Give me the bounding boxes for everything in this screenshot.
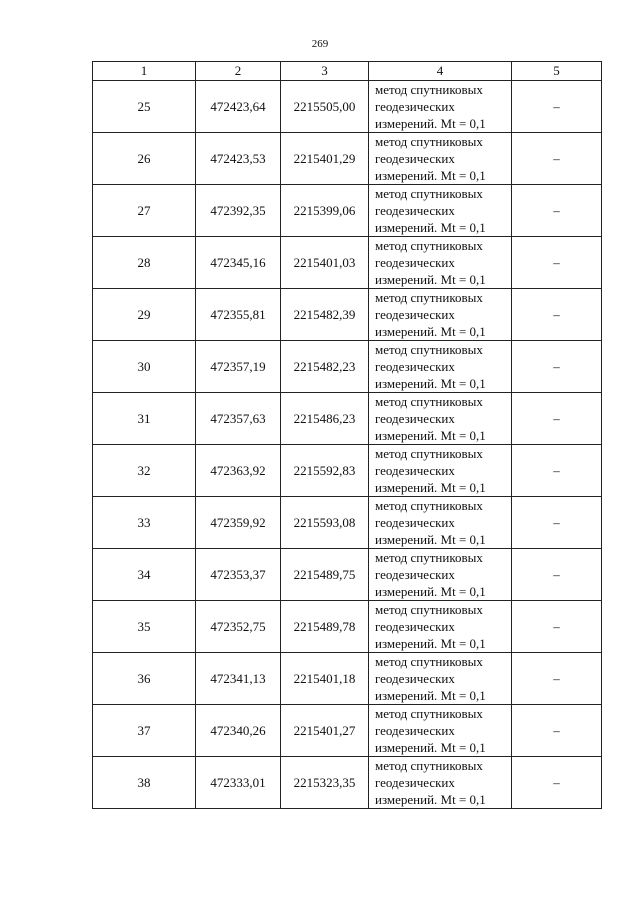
page-number: 269 (311, 38, 329, 50)
column-5-cell: – (512, 133, 602, 185)
x-coordinate-cell: 472357,19 (196, 341, 281, 393)
x-coordinate-cell: 472341,13 (196, 653, 281, 705)
method-line: метод спутниковых (375, 550, 483, 565)
method-line: измерений. Mt = 0,1 (375, 584, 486, 599)
method-cell (369, 705, 512, 757)
y-coordinate-cell: 2215486,23 (281, 393, 369, 445)
method-cell (369, 185, 512, 237)
method-line: измерений. Mt = 0,1 (375, 792, 486, 807)
table-row (93, 653, 602, 705)
method-line: измерений. Mt = 0,1 (375, 688, 486, 703)
y-coordinate-cell: 2215401,29 (281, 133, 369, 185)
method-cell (369, 653, 512, 705)
coordinates-table (92, 61, 602, 809)
column-5-cell: – (512, 757, 602, 809)
point-number-cell: 31 (93, 393, 196, 445)
y-coordinate-cell: 2215482,23 (281, 341, 369, 393)
x-coordinate-cell: 472423,64 (196, 81, 281, 133)
method-line: геодезических (375, 515, 455, 530)
method-line: геодезических (375, 567, 455, 582)
x-coordinate-cell: 472423,53 (196, 133, 281, 185)
y-coordinate-cell: 2215482,39 (281, 289, 369, 341)
column-5-cell: – (512, 549, 602, 601)
method-line: измерений. Mt = 0,1 (375, 636, 486, 651)
method-cell (369, 133, 512, 185)
method-line: геодезических (375, 359, 455, 374)
method-cell (369, 393, 512, 445)
table-row (93, 445, 602, 497)
method-line: геодезических (375, 619, 455, 634)
table-row (93, 705, 602, 757)
method-line: метод спутниковых (375, 446, 483, 461)
method-line: измерений. Mt = 0,1 (375, 740, 486, 755)
method-line: метод спутниковых (375, 134, 483, 149)
point-number-cell: 28 (93, 237, 196, 289)
method-line: измерений. Mt = 0,1 (375, 428, 486, 443)
table-row (93, 289, 602, 341)
column-5-cell: – (512, 237, 602, 289)
header-row (93, 62, 602, 81)
x-coordinate-cell: 472363,92 (196, 445, 281, 497)
method-cell (369, 237, 512, 289)
point-number-cell: 26 (93, 133, 196, 185)
x-coordinate-cell: 472357,63 (196, 393, 281, 445)
point-number-cell: 27 (93, 185, 196, 237)
point-number-cell: 37 (93, 705, 196, 757)
column-5-cell: – (512, 497, 602, 549)
y-coordinate-cell: 2215401,18 (281, 653, 369, 705)
y-coordinate-cell: 2215489,78 (281, 601, 369, 653)
column-5-cell: – (512, 289, 602, 341)
method-line: измерений. Mt = 0,1 (375, 480, 486, 495)
column-5-cell: – (512, 705, 602, 757)
method-line: измерений. Mt = 0,1 (375, 376, 486, 391)
method-line: метод спутниковых (375, 290, 483, 305)
method-line: измерений. Mt = 0,1 (375, 116, 486, 131)
table-row (93, 237, 602, 289)
point-number-cell: 35 (93, 601, 196, 653)
column-header-2: 2 (196, 62, 281, 81)
method-line: измерений. Mt = 0,1 (375, 168, 486, 183)
method-line: геодезических (375, 775, 455, 790)
point-number-cell: 34 (93, 549, 196, 601)
method-line: геодезических (375, 99, 455, 114)
point-number-cell: 32 (93, 445, 196, 497)
method-line: геодезических (375, 463, 455, 478)
column-5-cell: – (512, 445, 602, 497)
y-coordinate-cell: 2215593,08 (281, 497, 369, 549)
method-line: геодезических (375, 411, 455, 426)
method-cell (369, 757, 512, 809)
method-line: измерений. Mt = 0,1 (375, 272, 486, 287)
x-coordinate-cell: 472355,81 (196, 289, 281, 341)
method-line: геодезических (375, 671, 455, 686)
y-coordinate-cell: 2215323,35 (281, 757, 369, 809)
column-5-cell: – (512, 393, 602, 445)
method-line: геодезических (375, 723, 455, 738)
table-row (93, 133, 602, 185)
method-line: метод спутниковых (375, 186, 483, 201)
method-line: метод спутниковых (375, 342, 483, 357)
table-row (93, 393, 602, 445)
point-number-cell: 25 (93, 81, 196, 133)
method-line: метод спутниковых (375, 82, 483, 97)
x-coordinate-cell: 472392,35 (196, 185, 281, 237)
point-number-cell: 36 (93, 653, 196, 705)
table-body (93, 81, 602, 809)
x-coordinate-cell: 472353,37 (196, 549, 281, 601)
point-number-cell: 38 (93, 757, 196, 809)
x-coordinate-cell: 472352,75 (196, 601, 281, 653)
column-5-cell: – (512, 185, 602, 237)
table-row (93, 549, 602, 601)
column-header-5: 5 (512, 62, 602, 81)
table-row (93, 81, 602, 133)
y-coordinate-cell: 2215592,83 (281, 445, 369, 497)
method-cell (369, 445, 512, 497)
method-line: метод спутниковых (375, 758, 483, 773)
method-line: геодезических (375, 203, 455, 218)
method-cell (369, 549, 512, 601)
method-cell (369, 497, 512, 549)
point-number-cell: 29 (93, 289, 196, 341)
y-coordinate-cell: 2215399,06 (281, 185, 369, 237)
x-coordinate-cell: 472359,92 (196, 497, 281, 549)
table-row (93, 341, 602, 393)
column-header-3: 3 (281, 62, 369, 81)
table-header (93, 62, 602, 81)
method-line: измерений. Mt = 0,1 (375, 324, 486, 339)
method-line: метод спутниковых (375, 706, 483, 721)
method-cell (369, 289, 512, 341)
column-5-cell: – (512, 81, 602, 133)
method-line: метод спутниковых (375, 238, 483, 253)
y-coordinate-cell: 2215401,03 (281, 237, 369, 289)
method-line: геодезических (375, 255, 455, 270)
method-line: измерений. Mt = 0,1 (375, 532, 486, 547)
column-5-cell: – (512, 601, 602, 653)
method-line: метод спутниковых (375, 394, 483, 409)
method-line: геодезических (375, 151, 455, 166)
point-number-cell: 33 (93, 497, 196, 549)
point-number-cell: 30 (93, 341, 196, 393)
table-row (93, 185, 602, 237)
method-line: метод спутниковых (375, 654, 483, 669)
x-coordinate-cell: 472345,16 (196, 237, 281, 289)
method-line: геодезических (375, 307, 455, 322)
y-coordinate-cell: 2215401,27 (281, 705, 369, 757)
column-header-1: 1 (93, 62, 196, 81)
x-coordinate-cell: 472333,01 (196, 757, 281, 809)
y-coordinate-cell: 2215505,00 (281, 81, 369, 133)
column-header-4: 4 (369, 62, 512, 81)
table-row (93, 757, 602, 809)
table-row (93, 601, 602, 653)
method-line: метод спутниковых (375, 602, 483, 617)
method-cell (369, 81, 512, 133)
method-cell (369, 341, 512, 393)
x-coordinate-cell: 472340,26 (196, 705, 281, 757)
column-5-cell: – (512, 653, 602, 705)
column-5-cell: – (512, 341, 602, 393)
y-coordinate-cell: 2215489,75 (281, 549, 369, 601)
method-line: измерений. Mt = 0,1 (375, 220, 486, 235)
table-row (93, 497, 602, 549)
method-line: метод спутниковых (375, 498, 483, 513)
method-cell (369, 601, 512, 653)
